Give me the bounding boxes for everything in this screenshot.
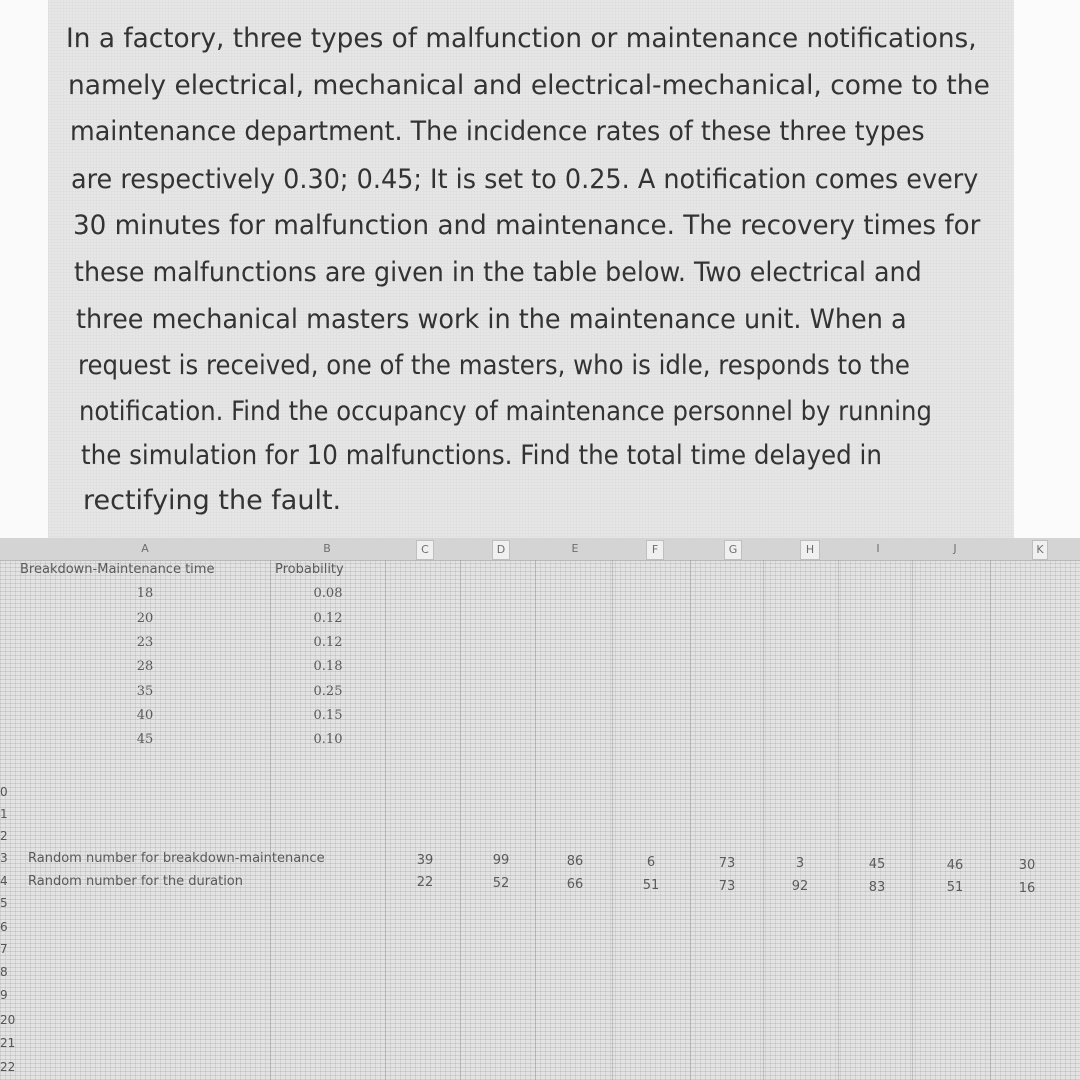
- column-header-e[interactable]: E: [571, 542, 579, 555]
- problem-line: maintenance department. The incidence rates of these three types: [70, 116, 925, 147]
- time-cell[interactable]: 28: [136, 659, 154, 674]
- random-breakdown-value[interactable]: 3: [795, 856, 805, 871]
- column-header-j[interactable]: J: [953, 542, 957, 555]
- problem-line: In a factory, three types of malfunction or maintenance notifications,: [66, 23, 977, 54]
- random-breakdown-value[interactable]: 45: [868, 857, 886, 872]
- column-header-h[interactable]: H: [800, 540, 820, 560]
- problem-line: the simulation for 10 malfunctions. Find the total time delayed in: [81, 440, 882, 471]
- header-probability: Probability: [275, 562, 344, 577]
- random-breakdown-value[interactable]: 6: [646, 855, 656, 870]
- column-header-i[interactable]: I: [876, 542, 880, 555]
- column-divider: [763, 560, 764, 1080]
- random-breakdown-value[interactable]: 46: [946, 858, 964, 873]
- time-cell[interactable]: 23: [136, 635, 154, 650]
- row-number[interactable]: 2: [0, 829, 8, 843]
- left-margin: [0, 0, 48, 540]
- row-number[interactable]: 22: [0, 1060, 16, 1074]
- random-breakdown-value[interactable]: 30: [1018, 858, 1036, 873]
- row-number[interactable]: 5: [0, 896, 8, 910]
- row-number[interactable]: 8: [0, 965, 8, 979]
- time-cell[interactable]: 18: [136, 586, 154, 601]
- random-duration-value[interactable]: 51: [946, 880, 964, 895]
- random-duration-value[interactable]: 66: [566, 877, 584, 892]
- random-duration-value[interactable]: 73: [718, 879, 736, 894]
- row-number[interactable]: 4: [0, 874, 8, 888]
- column-divider: [990, 560, 991, 1080]
- row-number[interactable]: 7: [0, 942, 8, 956]
- random-duration-value[interactable]: 22: [416, 875, 434, 890]
- column-divider: [385, 560, 386, 1080]
- problem-line: notification. Find the occupancy of maintenance personnel by running: [79, 396, 932, 427]
- problem-line: rectifying the fault.: [83, 485, 342, 516]
- time-cell[interactable]: 20: [136, 611, 154, 626]
- row-number[interactable]: 6: [0, 920, 8, 934]
- column-divider: [460, 560, 461, 1080]
- column-header-d[interactable]: D: [492, 540, 510, 560]
- random-duration-value[interactable]: 92: [791, 879, 809, 894]
- time-cell[interactable]: 40: [136, 708, 154, 723]
- row-number[interactable]: 9: [0, 988, 8, 1002]
- column-header-a[interactable]: A: [141, 542, 149, 555]
- random-duration-value[interactable]: 52: [492, 876, 510, 891]
- prob-cell[interactable]: 0.18: [313, 659, 343, 674]
- column-divider: [690, 560, 691, 1080]
- column-divider: [535, 560, 536, 1080]
- prob-cell[interactable]: 0.25: [313, 684, 343, 699]
- row-number[interactable]: 1: [0, 807, 8, 821]
- column-divider: [838, 560, 839, 1080]
- header-breakdown-time: Breakdown-Maintenance time: [20, 562, 215, 577]
- column-divider: [912, 560, 913, 1080]
- random-duration-value[interactable]: 83: [868, 880, 886, 895]
- column-divider: [612, 560, 613, 1080]
- problem-line: namely electrical, mechanical and electrical-mechanical, come to the: [68, 70, 990, 101]
- prob-cell[interactable]: 0.12: [313, 611, 343, 626]
- prob-cell[interactable]: 0.12: [313, 635, 343, 650]
- spreadsheet: [0, 538, 1080, 1080]
- problem-line: 30 minutes for malfunction and maintenance. The recovery times for: [73, 210, 981, 241]
- row-number[interactable]: 0: [0, 785, 8, 799]
- column-divider: [270, 560, 271, 1080]
- problem-line: three mechanical masters work in the maintenance unit. When a: [76, 304, 907, 335]
- random-duration-value[interactable]: 51: [642, 878, 660, 893]
- random-breakdown-value[interactable]: 39: [416, 853, 434, 868]
- prob-cell[interactable]: 0.10: [313, 732, 343, 747]
- random-breakdown-label[interactable]: Random number for breakdown-maintenance: [28, 851, 325, 866]
- problem-line: request is received, one of the masters, who is idle, responds to the: [78, 350, 910, 381]
- column-header-c[interactable]: C: [416, 540, 434, 560]
- time-cell[interactable]: 35: [136, 684, 154, 699]
- prob-cell[interactable]: 0.08: [313, 586, 343, 601]
- column-header-f[interactable]: F: [646, 540, 664, 560]
- problem-line: these malfunctions are given in the table below. Two electrical and: [74, 257, 922, 288]
- time-cell[interactable]: 45: [136, 732, 154, 747]
- prob-cell[interactable]: 0.15: [313, 708, 343, 723]
- random-breakdown-value[interactable]: 86: [566, 854, 584, 869]
- column-header-bar: [0, 538, 1080, 561]
- problem-line: are respectively 0.30; 0.45; It is set to 0.25. A notification comes every: [71, 164, 979, 195]
- random-duration-label[interactable]: Random number for the duration: [28, 874, 244, 889]
- right-margin: [1014, 0, 1080, 540]
- column-header-k[interactable]: K: [1032, 540, 1048, 560]
- row-number[interactable]: 3: [0, 851, 8, 865]
- column-header-g[interactable]: G: [724, 540, 742, 560]
- row-number[interactable]: 21: [0, 1036, 16, 1050]
- random-breakdown-value[interactable]: 99: [492, 853, 510, 868]
- random-breakdown-value[interactable]: 73: [718, 856, 736, 871]
- row-number[interactable]: 20: [0, 1013, 16, 1027]
- column-header-b[interactable]: B: [323, 542, 331, 555]
- random-duration-value[interactable]: 16: [1018, 881, 1036, 896]
